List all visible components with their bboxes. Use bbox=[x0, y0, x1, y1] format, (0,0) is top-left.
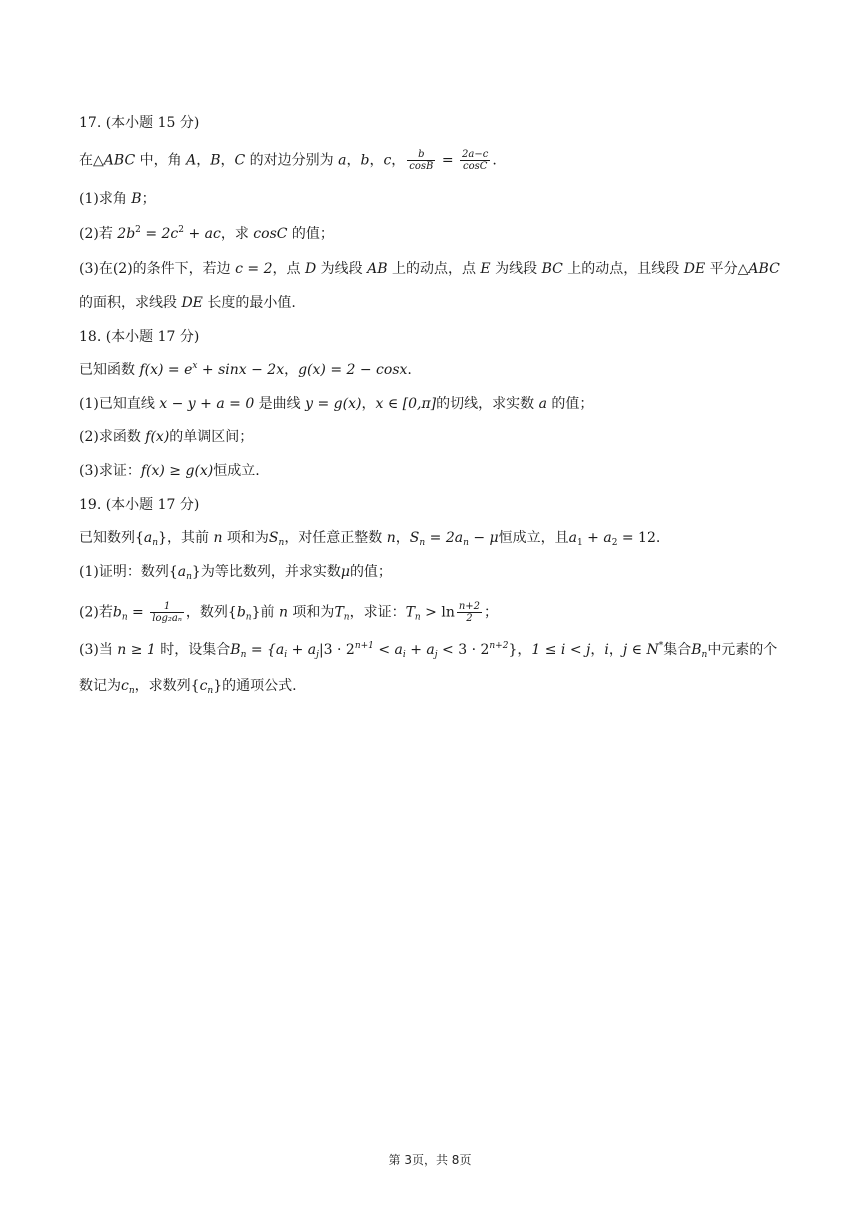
math: cosC bbox=[253, 226, 288, 242]
text: ， bbox=[284, 362, 299, 378]
exponent: x bbox=[192, 361, 198, 371]
subscript: 1 bbox=[576, 538, 583, 548]
problem-17-stem bbox=[79, 149, 497, 172]
text: ，求数列{ bbox=[134, 678, 200, 694]
math: y = g(x) bbox=[305, 396, 362, 412]
denominator: cosB bbox=[409, 161, 434, 172]
math: DE bbox=[181, 295, 203, 311]
math: n bbox=[386, 530, 396, 546]
subscript: n bbox=[463, 538, 469, 548]
text: 的对边分别为 bbox=[245, 152, 339, 169]
text: ； bbox=[484, 604, 499, 621]
math: D bbox=[304, 261, 317, 277]
text: (3)在(2)的条件下，若边 bbox=[79, 261, 236, 277]
text: ， bbox=[369, 152, 384, 169]
text: ， bbox=[391, 152, 406, 169]
math: b bbox=[112, 604, 122, 621]
math: T bbox=[334, 604, 344, 621]
text: ， bbox=[517, 642, 532, 658]
subscript: i bbox=[284, 650, 288, 660]
math: 2b bbox=[117, 226, 136, 242]
text: 上的动点，点 bbox=[387, 261, 481, 277]
text: . bbox=[492, 152, 497, 169]
numerator: 1 bbox=[163, 601, 171, 612]
math: a bbox=[143, 530, 153, 546]
subscript: 2 bbox=[611, 538, 618, 548]
math: j ∈ N bbox=[622, 642, 659, 658]
text: 数记为 bbox=[79, 678, 121, 694]
math: a bbox=[177, 564, 187, 580]
exponent: n+2 bbox=[489, 641, 509, 651]
text: 项和为 bbox=[287, 604, 335, 621]
text: 的切线，求实数 bbox=[436, 396, 539, 412]
math: C bbox=[234, 152, 246, 169]
text: (1)已知直线 bbox=[79, 396, 160, 412]
subscript: n bbox=[343, 612, 350, 623]
exponent: n+1 bbox=[354, 641, 374, 651]
text: }，其前 bbox=[158, 530, 214, 546]
math: c bbox=[121, 678, 129, 694]
text: (2)若 bbox=[79, 226, 118, 242]
math: c = 2 bbox=[235, 261, 273, 277]
math: g(x) = 2 − cosx bbox=[298, 362, 408, 378]
text: ， bbox=[196, 152, 211, 169]
problem-18-q2 bbox=[79, 427, 253, 447]
problem-18-q1 bbox=[79, 394, 593, 414]
problem-19-q1 bbox=[79, 562, 392, 582]
subscript: n bbox=[128, 686, 135, 696]
math: S bbox=[268, 530, 279, 546]
text: ，求证： bbox=[349, 604, 406, 621]
math: a bbox=[568, 530, 577, 546]
equals: = bbox=[437, 152, 459, 169]
text: 为线段 bbox=[490, 261, 542, 277]
text: 中，角 bbox=[135, 152, 187, 169]
problem-19-q3-line2 bbox=[79, 676, 297, 696]
text: (1)证明：数列{ bbox=[79, 564, 178, 580]
denominator: 2 bbox=[457, 612, 482, 624]
text: (2)若 bbox=[79, 604, 113, 621]
text: ，求 bbox=[220, 226, 254, 242]
text: 时，设集合 bbox=[155, 642, 231, 658]
math: n bbox=[213, 530, 223, 546]
math: − μ bbox=[468, 530, 499, 546]
math: E bbox=[480, 261, 491, 277]
math: = 2a bbox=[425, 530, 464, 546]
math: x ∈ [0,π] bbox=[375, 396, 437, 412]
math: = 12 bbox=[617, 530, 656, 546]
text: 为线段 bbox=[316, 261, 368, 277]
math: + a bbox=[287, 642, 317, 658]
subscript: n bbox=[419, 538, 426, 548]
problem-17-header bbox=[79, 113, 199, 133]
math: } bbox=[508, 642, 518, 658]
math: + a bbox=[405, 642, 435, 658]
subscript: n bbox=[278, 538, 285, 548]
math: b bbox=[236, 604, 246, 621]
math: S bbox=[409, 530, 420, 546]
problem-19-q3-line1 bbox=[79, 640, 777, 660]
math: f(x) bbox=[145, 429, 170, 445]
text: . bbox=[407, 362, 412, 378]
header-text: 18. (本小题 17 分) bbox=[79, 329, 200, 345]
text: (3)求证： bbox=[79, 463, 141, 479]
text: 的面积，求线段 bbox=[79, 295, 182, 311]
denominator: cosC bbox=[460, 160, 490, 172]
text: 的单调区间； bbox=[169, 429, 254, 445]
fraction bbox=[407, 149, 435, 172]
text: ， bbox=[395, 530, 410, 546]
math: f(x) ≥ g(x) bbox=[140, 463, 214, 479]
math: + sinx − 2x bbox=[197, 362, 285, 378]
subscript: i bbox=[402, 650, 406, 660]
problem-17-q3-line1 bbox=[79, 259, 780, 279]
fraction bbox=[150, 601, 184, 624]
denominator: log₂aₙ bbox=[152, 613, 182, 624]
text: ， bbox=[608, 642, 623, 658]
text: ，数列{ bbox=[185, 604, 237, 621]
math: 1 ≤ i < j bbox=[531, 642, 591, 658]
text: 在△ bbox=[79, 152, 104, 169]
problem-19-header bbox=[79, 495, 199, 515]
text: ， bbox=[590, 642, 605, 658]
exponent: * bbox=[658, 641, 664, 651]
fraction bbox=[460, 149, 490, 172]
math: < 3 · 2 bbox=[437, 642, 490, 658]
math: A bbox=[186, 152, 197, 169]
math: B bbox=[131, 191, 142, 207]
subscript: n bbox=[152, 538, 159, 548]
math: > ln bbox=[420, 604, 455, 621]
math: DE bbox=[683, 261, 706, 277]
text: 是曲线 bbox=[254, 396, 306, 412]
text: ， bbox=[361, 396, 376, 412]
text: 上的动点，且线段 bbox=[562, 261, 684, 277]
problem-19-q2 bbox=[79, 601, 498, 624]
subscript: n bbox=[207, 686, 214, 696]
text: ， bbox=[346, 152, 361, 169]
math: + ac bbox=[184, 226, 221, 242]
text: ， bbox=[220, 152, 235, 169]
math: a bbox=[338, 152, 347, 169]
numerator: n+2 bbox=[458, 601, 481, 612]
subscript: n bbox=[701, 650, 708, 660]
math: BC bbox=[541, 261, 563, 277]
math: a bbox=[538, 396, 547, 412]
text: (3)当 bbox=[79, 642, 118, 658]
math: f(x) = e bbox=[139, 362, 193, 378]
text: 的值； bbox=[546, 396, 594, 412]
text: }前 bbox=[251, 604, 279, 621]
page-number-footer: 第 3页，共 8页 bbox=[388, 1153, 472, 1167]
subscript: n bbox=[414, 612, 421, 623]
math: < a bbox=[373, 642, 403, 658]
problem-18-q3 bbox=[79, 461, 260, 481]
text: (1)求角 bbox=[79, 191, 132, 207]
problem-18-header bbox=[79, 327, 199, 347]
text: ，点 bbox=[272, 261, 305, 277]
text: 恒成立，且 bbox=[498, 530, 569, 546]
header-text: 19. (本小题 17 分) bbox=[79, 497, 200, 513]
text: 已知数列{ bbox=[79, 530, 144, 546]
math: μ bbox=[340, 564, 350, 580]
text: ； bbox=[141, 191, 156, 207]
subscript: n bbox=[245, 612, 252, 623]
text: 的值； bbox=[349, 564, 392, 580]
math: + a bbox=[582, 530, 612, 546]
text: 恒成立. bbox=[213, 463, 260, 479]
math: B bbox=[210, 152, 221, 169]
text: 的值； bbox=[287, 226, 334, 242]
subscript: n bbox=[121, 612, 128, 623]
math: x − y + a = 0 bbox=[159, 396, 255, 412]
math: B bbox=[691, 642, 702, 658]
text: 中元素的个 bbox=[707, 642, 778, 658]
fraction bbox=[457, 601, 482, 624]
text: 项和为 bbox=[222, 530, 269, 546]
math: ABC bbox=[748, 261, 780, 277]
subscript: j bbox=[316, 650, 319, 660]
math: B bbox=[230, 642, 241, 658]
text: (2)求函数 bbox=[79, 429, 146, 445]
math: = {a bbox=[246, 642, 285, 658]
text: }为等比数列，并求实数 bbox=[191, 564, 341, 580]
header-text: 17. (本小题 15 分) bbox=[79, 115, 200, 131]
math: ABC bbox=[103, 152, 136, 169]
problem-17-q1 bbox=[79, 189, 156, 209]
text: . bbox=[655, 530, 661, 546]
text: 集合 bbox=[663, 642, 692, 658]
math: c bbox=[383, 152, 392, 169]
problem-17-q3-line2 bbox=[79, 293, 296, 313]
math: = 2c bbox=[140, 226, 179, 242]
text: ，对任意正整数 bbox=[284, 530, 387, 546]
math: |3 · 2 bbox=[318, 642, 355, 658]
numerator: b bbox=[418, 149, 425, 160]
math: AB bbox=[367, 261, 388, 277]
subscript: j bbox=[434, 650, 438, 660]
math: n bbox=[278, 604, 288, 621]
subscript: n bbox=[186, 572, 192, 582]
problem-17-q2: (2)若 $2b^2 = 2c^2$ + ac，求 cosC 的值； bbox=[79, 225, 334, 242]
math: T bbox=[405, 604, 415, 621]
math: n ≥ 1 bbox=[117, 642, 156, 658]
text: 平分△ bbox=[705, 261, 749, 277]
text: }的通项公式. bbox=[213, 678, 297, 694]
math: i bbox=[604, 642, 609, 658]
problem-19-stem bbox=[79, 528, 660, 548]
math: c bbox=[199, 678, 208, 694]
math: b bbox=[360, 152, 370, 169]
text: 长度的最小值. bbox=[202, 295, 296, 311]
numerator: 2a−c bbox=[462, 149, 489, 160]
math: = bbox=[127, 604, 149, 621]
problem-18-stem bbox=[79, 360, 412, 380]
text: 已知函数 bbox=[79, 362, 140, 378]
subscript: n bbox=[240, 650, 247, 660]
